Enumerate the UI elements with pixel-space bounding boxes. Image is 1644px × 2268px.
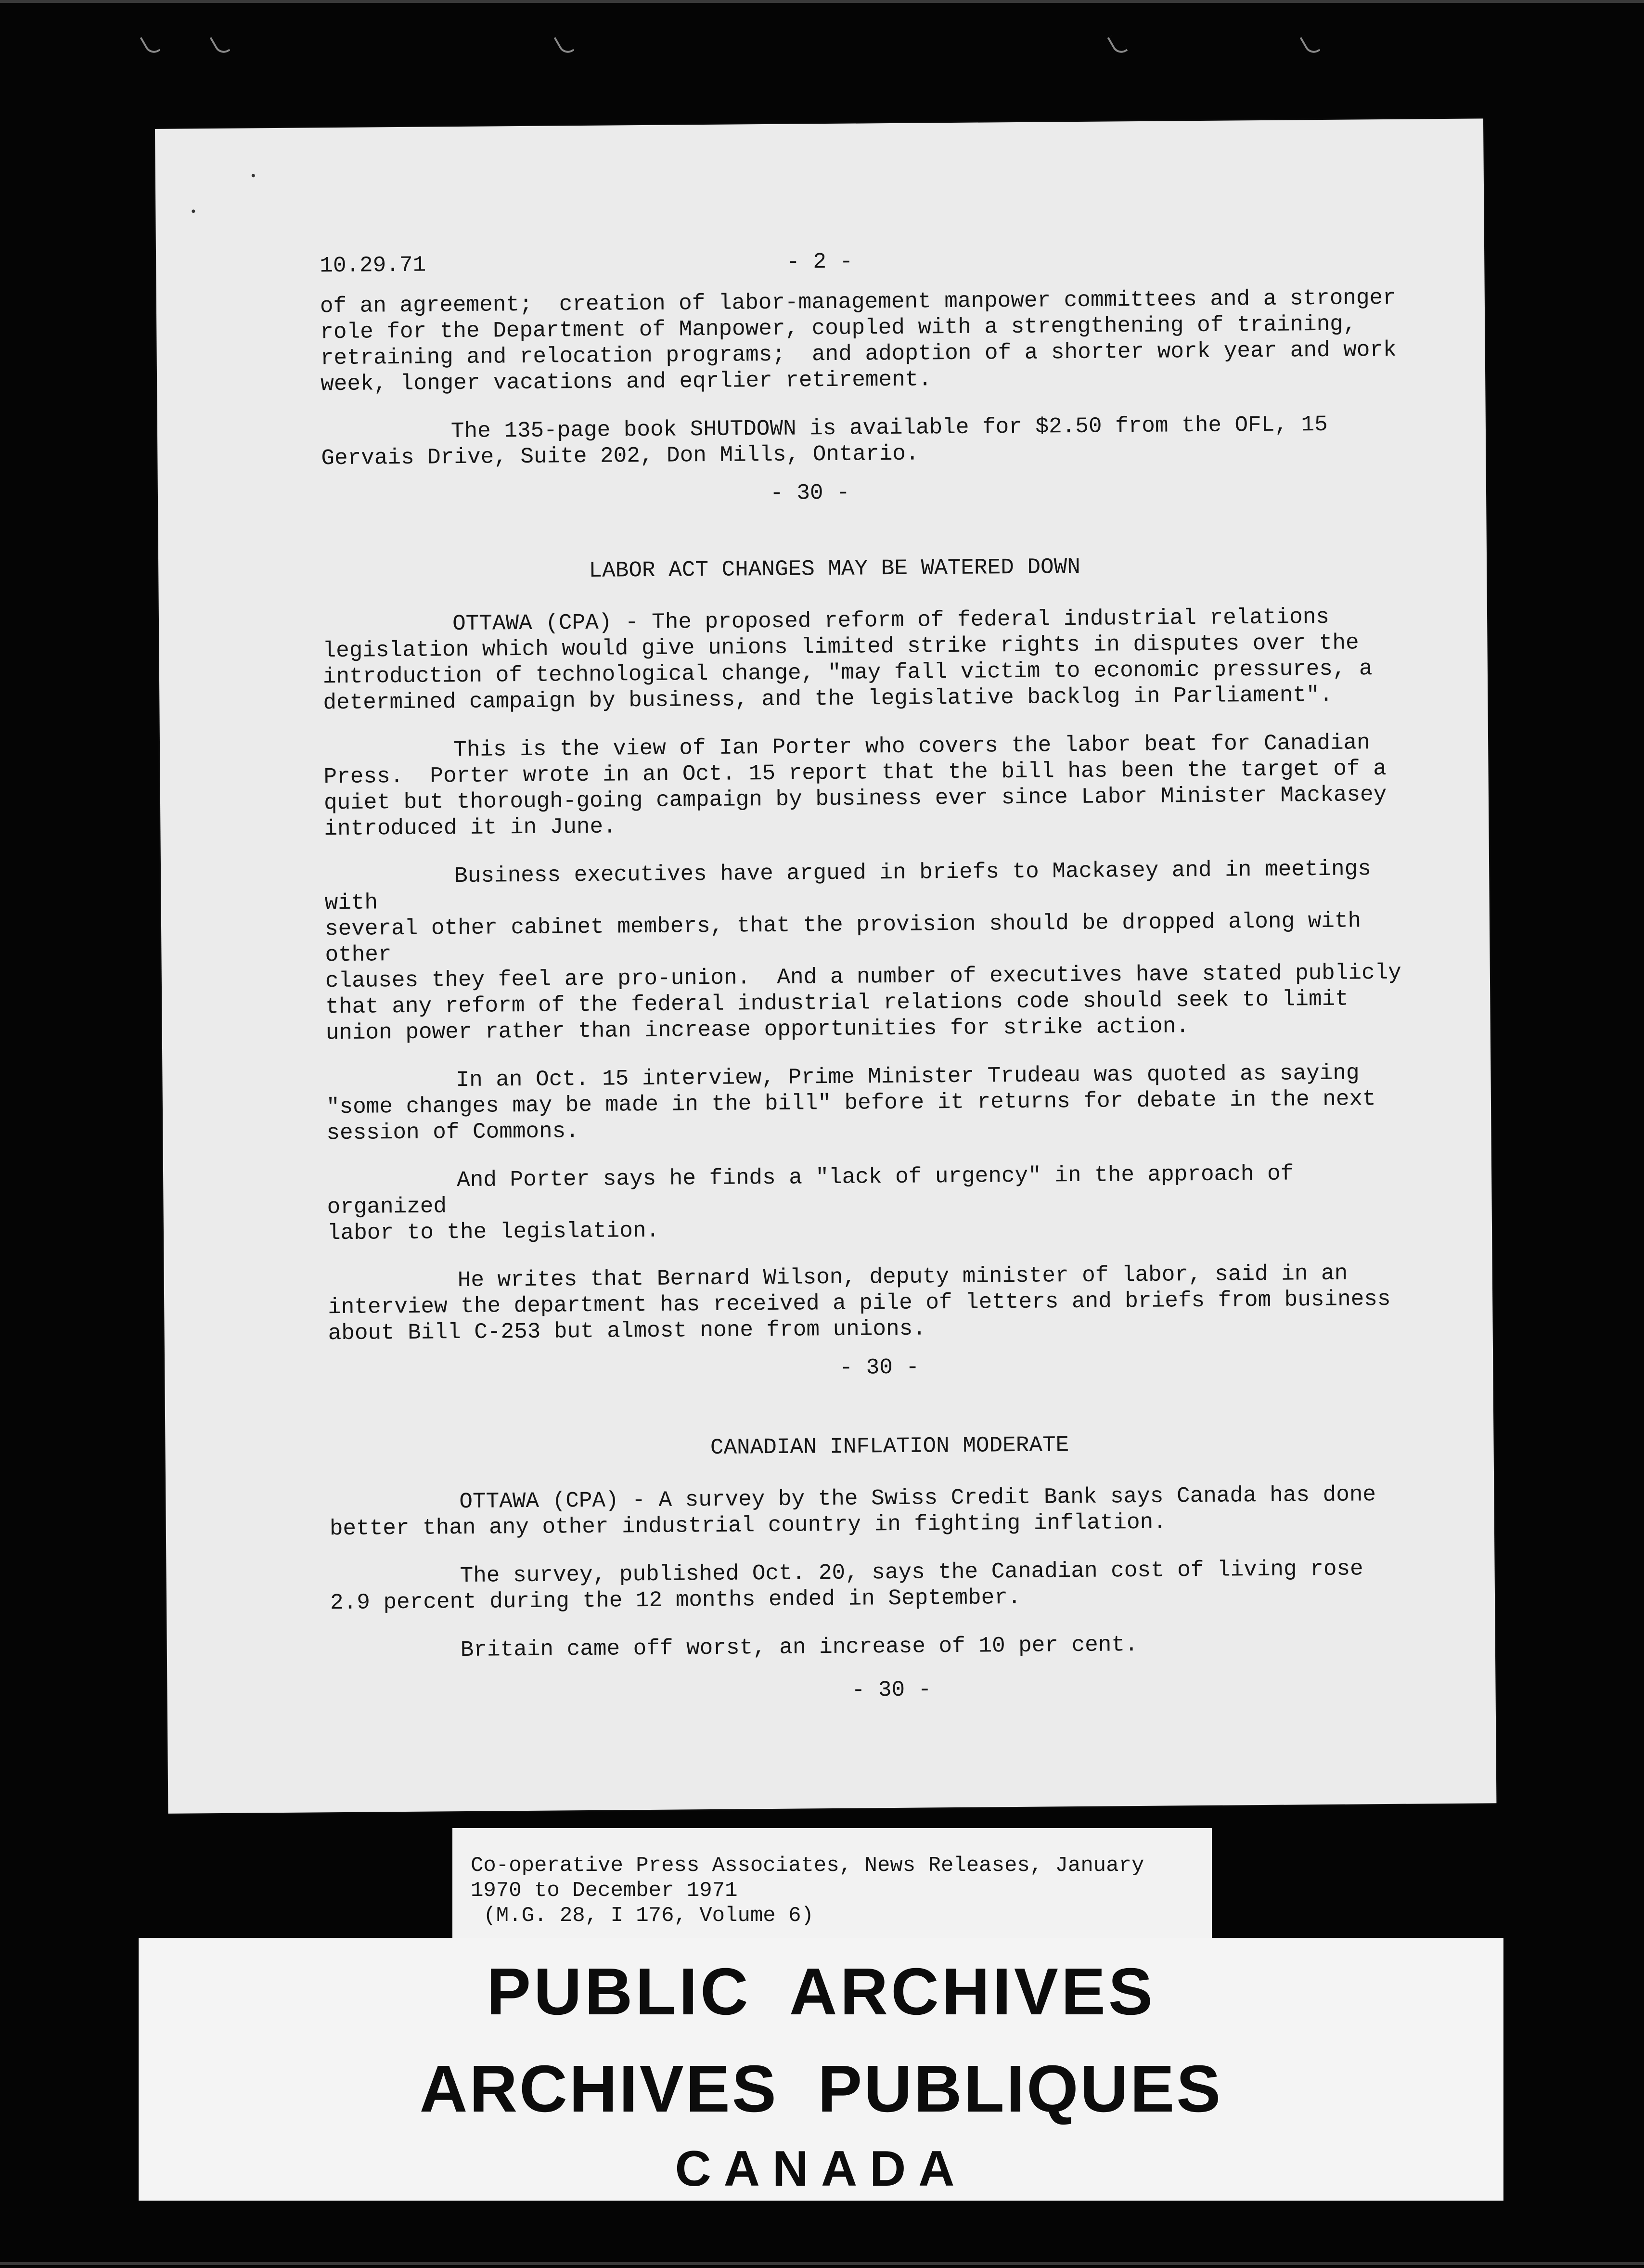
paragraph: This is the view of Ian Porter who covers the labor beat for Canadian Press. Porter wrote in an Oct. 15 report that the bill has been the target of a quiet but thorough-going campaign by business ever since Labor Minister Mackasey introduced it in June. <box>323 730 1387 842</box>
story-headline: CANADIAN INFLATION MODERATE <box>710 1432 1069 1461</box>
release-date: 10.29.71 <box>320 252 426 279</box>
end-marker: - 30 - <box>851 1677 932 1703</box>
archive-stamp <box>139 1938 1503 2201</box>
film-notch <box>140 32 161 56</box>
film-notch <box>1300 32 1321 56</box>
document-page <box>155 118 1496 1814</box>
stamp-line-english: PUBLIC ARCHIVES <box>487 1955 1156 2029</box>
paragraph: In an Oct. 15 interview, Prime Minister Trudeau was quoted as saying "some changes may be made in the bill" before it returns for debate in the next session of Commons. <box>326 1060 1376 1146</box>
page-number: - 2 - <box>786 249 853 275</box>
paragraph: And Porter says he finds a "lack of urgency" in the approach of organized labor to the legislation. <box>327 1161 1308 1246</box>
paragraph: The 135-page book SHUTDOWN is available for $2.50 from the OFL, 15 Gervais Drive, Suite 202, Don Mills, Ontario. <box>321 412 1328 471</box>
film-notch <box>210 32 231 56</box>
collection-label <box>452 1828 1212 1948</box>
paragraph: of an agreement; creation of labor-management manpower committees and a stronger role for the Department of Manpower, coupled with a strengthening of training, retraining and relocation programs; and adoption of a shorter work year and work week, longer vacations and eqrlier retirement. <box>320 285 1397 397</box>
label-line: 1970 to December 1971 <box>471 1879 738 1903</box>
paragraph: Britain came off worst, an increase of 10 per cent. <box>460 1632 1138 1663</box>
label-line: (M.G. 28, I 176, Volume 6) <box>471 1904 814 1928</box>
film-edge-top <box>0 0 1644 3</box>
end-marker: - 30 - <box>839 1354 920 1380</box>
page-header <box>320 245 1402 279</box>
document-body <box>320 245 1414 1751</box>
story-headline: LABOR ACT CHANGES MAY BE WATERED DOWN <box>589 554 1081 583</box>
page-speck <box>252 174 255 177</box>
end-marker: - 30 - <box>770 480 850 506</box>
stamp-line-french: ARCHIVES PUBLIQUES <box>419 2052 1223 2126</box>
paragraph: Business executives have argued in briefs to Mackasey and in meetings with several other cabinet members, that the provision should be dropped along with other clauses they feel are pro-union. And a number of executives have stated publicly that any reform of the federal industrial relations code should seek to limit union power rather than increase opportunities for strike action. <box>324 856 1402 1046</box>
paragraph: OTTAWA (CPA) - The proposed reform of federal industrial relations legislation which would give unions limited strike rights in disputes over the introduction of technological change, "may fall victim to economic pressures, a determined campaign by business, and the legislative backlog in Parliament". <box>322 604 1373 716</box>
film-notch <box>1107 32 1128 56</box>
film-edge-bottom <box>0 2262 1644 2265</box>
paragraph: He writes that Bernard Wilson, deputy minister of labor, said in an interview the department has received a pile of letters and briefs from business about Bill C-253 but almost none from unions. <box>328 1261 1391 1346</box>
page-speck <box>192 209 195 213</box>
film-notch <box>554 32 575 56</box>
paragraph: The survey, published Oct. 20, says the Canadian cost of living rose 2.9 percent during the 12 months ended in September. <box>330 1556 1363 1616</box>
paragraph: OTTAWA (CPA) - A survey by the Swiss Credit Bank says Canada has done better than any other industrial country in fighting inflation. <box>329 1482 1376 1542</box>
stamp-line-country: CANADA <box>675 2141 967 2197</box>
label-line: Co-operative Press Associates, News Releases, January <box>471 1854 1144 1878</box>
